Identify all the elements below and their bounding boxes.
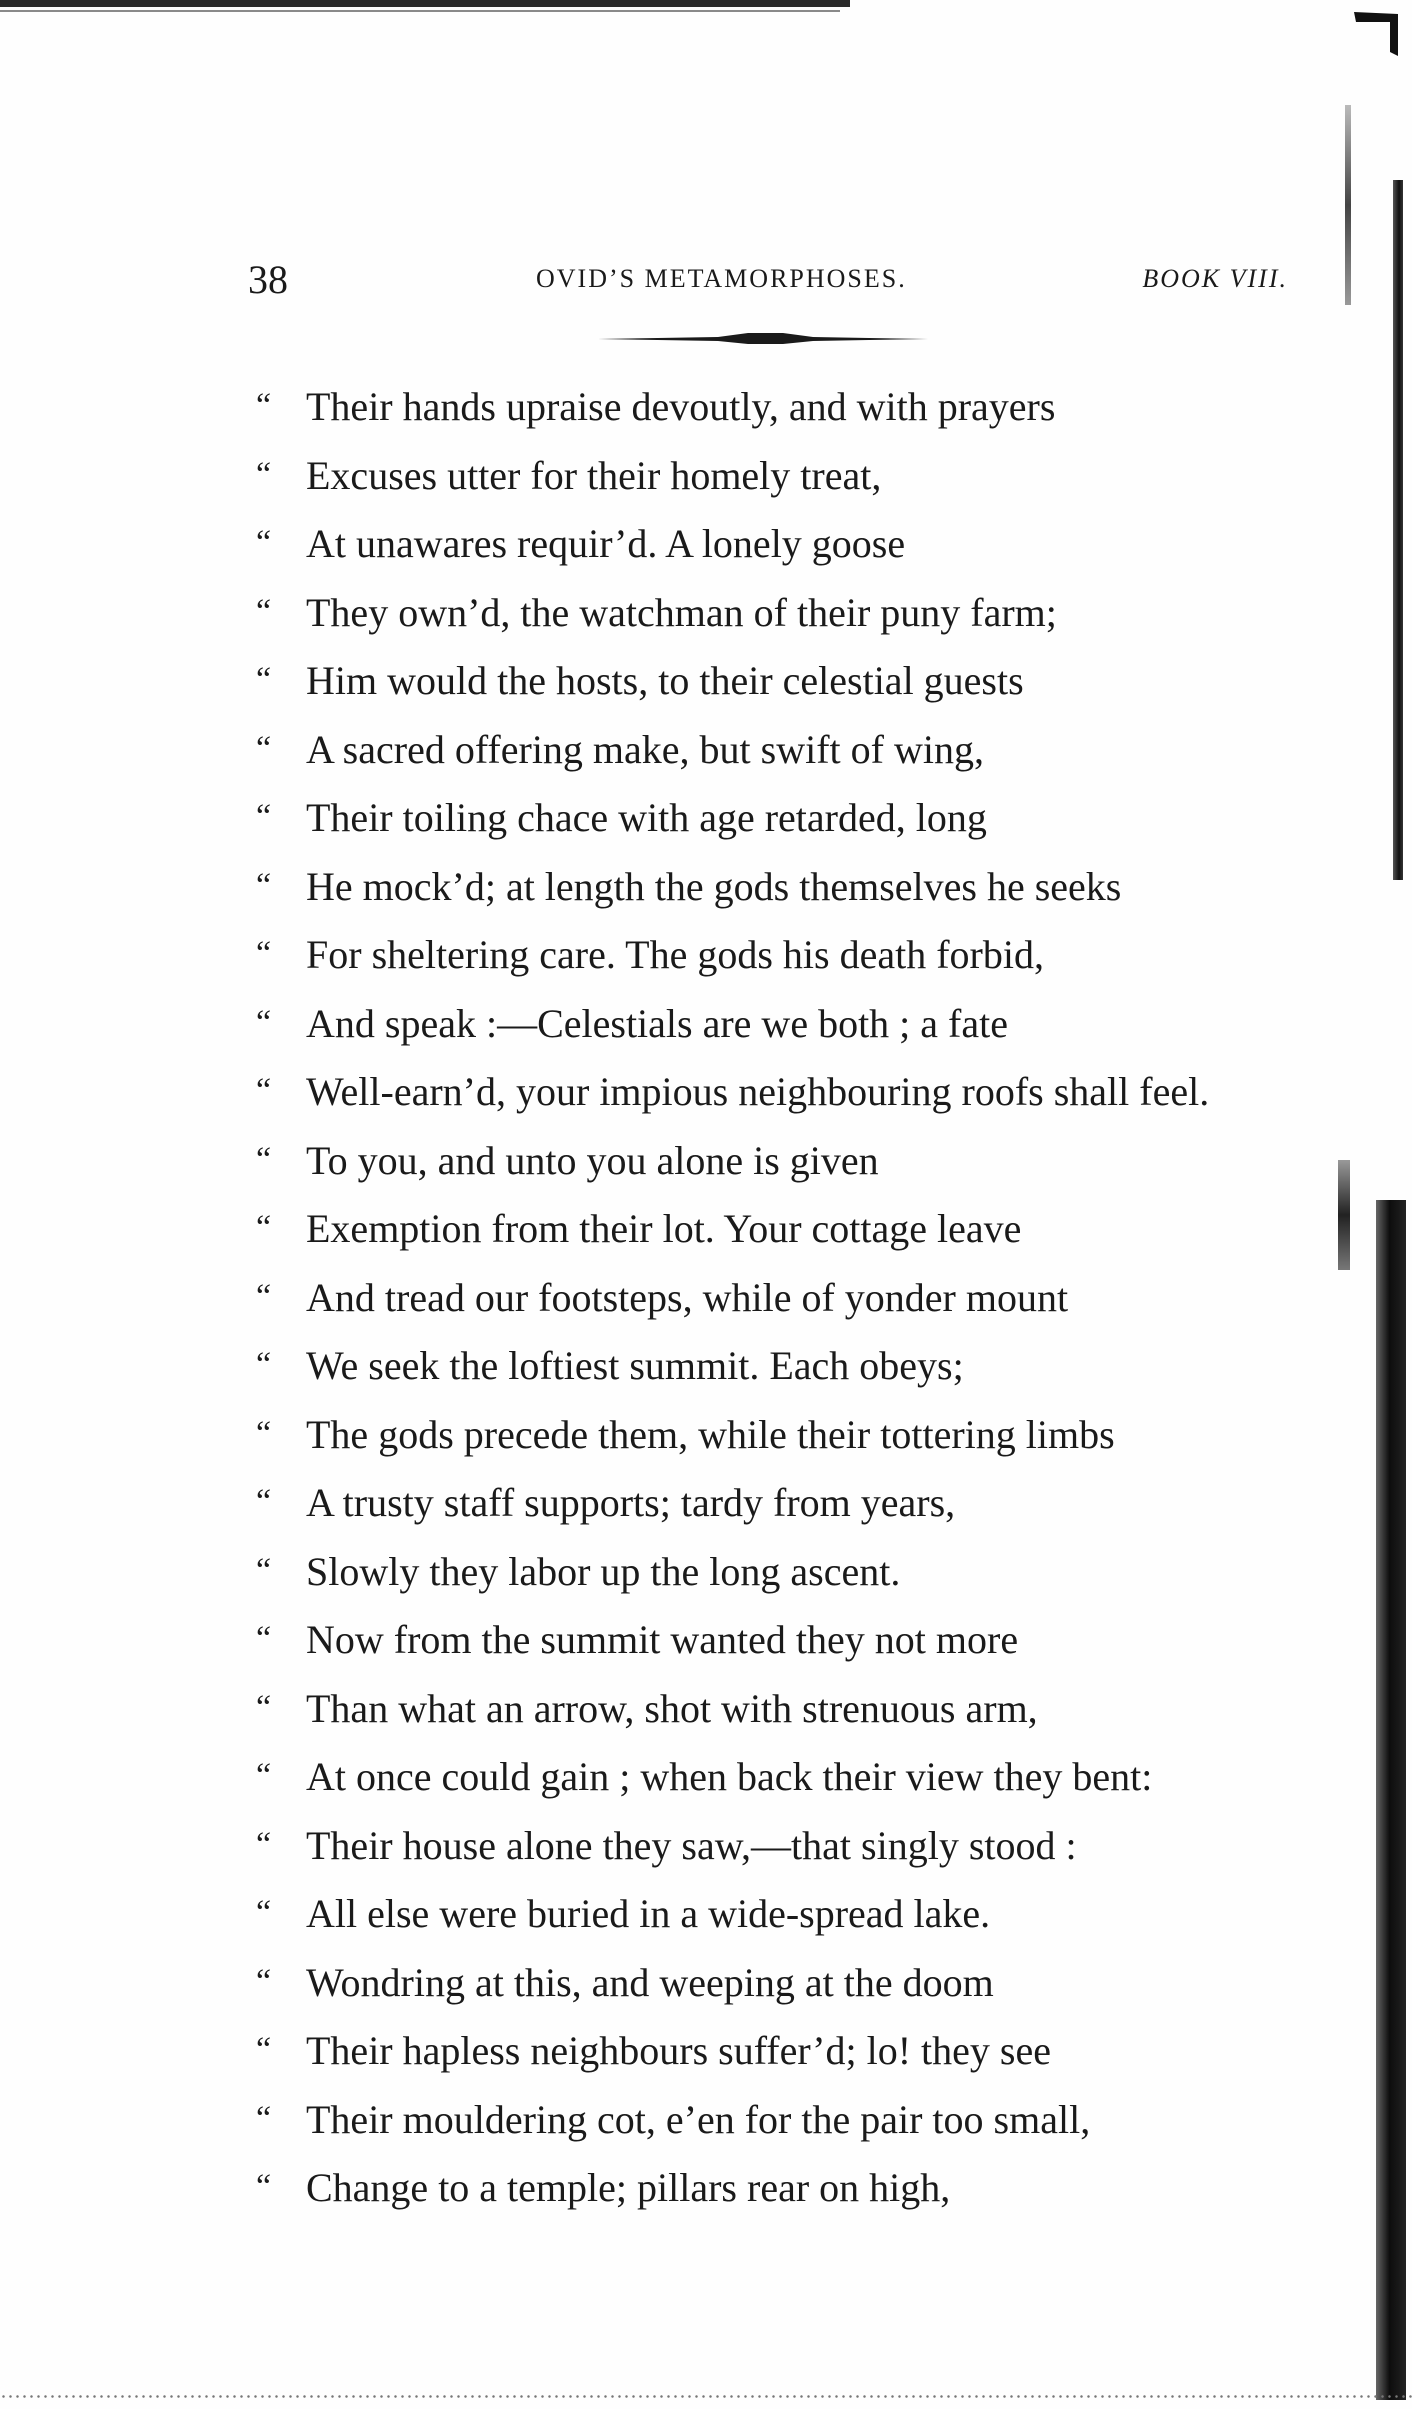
verse-line bbox=[256, 1194, 1316, 1263]
verse-line-text: Well-earn’d, your impious neighbouring roofs shall feel. bbox=[306, 1069, 1210, 1114]
opening-quote-mark: “ bbox=[256, 1483, 272, 1520]
verse-line bbox=[256, 578, 1316, 647]
opening-quote-mark: “ bbox=[256, 1688, 272, 1726]
verse-line bbox=[256, 372, 1316, 441]
top-edge-rule bbox=[0, 0, 850, 7]
bottom-page-edge bbox=[0, 2394, 1412, 2400]
verse-line bbox=[256, 1879, 1316, 1948]
opening-quote-mark: “ bbox=[256, 1277, 272, 1315]
opening-quote-mark: “ bbox=[256, 2031, 272, 2068]
header-ornament-rule bbox=[598, 330, 928, 348]
opening-quote-mark: “ bbox=[256, 455, 272, 493]
verse-line-text: Him would the hosts, to their celestial guests bbox=[306, 658, 1024, 703]
verse-block bbox=[256, 372, 1316, 2222]
verse-line bbox=[256, 441, 1316, 510]
binding-shadow-upper-speck bbox=[1345, 105, 1351, 305]
verse-line bbox=[256, 1468, 1316, 1537]
verse-line bbox=[256, 989, 1316, 1058]
verse-line-text: Now from the summit wanted they not more bbox=[306, 1617, 1019, 1662]
verse-line-text: Excuses utter for their homely treat, bbox=[306, 452, 882, 498]
verse-line bbox=[256, 1331, 1316, 1400]
binding-shadow-lower-speck bbox=[1338, 1160, 1350, 1270]
verse-line bbox=[256, 1537, 1316, 1606]
verse-line bbox=[256, 1948, 1316, 2017]
opening-quote-mark: “ bbox=[256, 1346, 272, 1383]
opening-quote-mark: “ bbox=[256, 2099, 272, 2137]
opening-quote-mark: “ bbox=[256, 592, 272, 630]
verse-line-text: A trusty staff supports; tardy from years, bbox=[306, 1480, 956, 1525]
binding-shadow-upper bbox=[1393, 180, 1403, 880]
verse-line bbox=[256, 1674, 1316, 1743]
verse-line-text: To you, and unto you alone is given bbox=[306, 1137, 879, 1183]
opening-quote-mark: “ bbox=[256, 935, 272, 972]
verse-line-text: Change to a temple; pillars rear on high, bbox=[306, 2165, 951, 2210]
opening-quote-mark: “ bbox=[256, 1962, 272, 2000]
verse-line-text: Than what an arrow, shot with strenuous arm, bbox=[306, 1685, 1038, 1731]
opening-quote-mark: “ bbox=[256, 524, 272, 561]
verse-line bbox=[256, 715, 1316, 784]
page-number: 38 bbox=[248, 257, 288, 302]
book-label: BOOK VIII. bbox=[1142, 264, 1288, 293]
verse-line-text: At unawares requir’d. A lonely goose bbox=[306, 521, 906, 566]
verse-line bbox=[256, 646, 1316, 715]
verse-line bbox=[256, 1057, 1316, 1126]
verse-line-text: Their house alone they saw,—that singly stood : bbox=[306, 1822, 1077, 1868]
verse-line bbox=[256, 783, 1316, 852]
verse-line bbox=[256, 509, 1316, 578]
opening-quote-mark: “ bbox=[256, 1140, 272, 1178]
opening-quote-mark: “ bbox=[256, 729, 272, 767]
verse-line-text: And tread our footsteps, while of yonder mount bbox=[306, 1274, 1069, 1320]
opening-quote-mark: “ bbox=[256, 661, 272, 698]
opening-quote-mark: “ bbox=[256, 1894, 272, 1931]
verse-line bbox=[256, 920, 1316, 989]
verse-line-text: And speak :—Celestials are we both ; a fate bbox=[306, 1000, 1008, 1046]
opening-quote-mark: “ bbox=[256, 2168, 272, 2205]
opening-quote-mark: “ bbox=[256, 387, 272, 424]
corner-bracket-mark bbox=[1352, 8, 1402, 58]
verse-line-text: All else were buried in a wide-spread lake. bbox=[306, 1891, 991, 1936]
verse-line-text: They own’d, the watchman of their puny farm; bbox=[306, 589, 1057, 635]
verse-line bbox=[256, 1400, 1316, 1469]
verse-line bbox=[256, 2085, 1316, 2154]
opening-quote-mark: “ bbox=[256, 1003, 272, 1041]
verse-line-text: The gods precede them, while their tottering limbs bbox=[306, 1411, 1115, 1457]
opening-quote-mark: “ bbox=[256, 1825, 272, 1863]
verse-line-text: Their mouldering cot, e’en for the pair too small, bbox=[306, 2096, 1091, 2142]
verse-line bbox=[256, 1742, 1316, 1811]
verse-line bbox=[256, 2153, 1316, 2222]
opening-quote-mark: “ bbox=[256, 1620, 272, 1657]
opening-quote-mark: “ bbox=[256, 866, 272, 904]
verse-line-text: Their hapless neighbours suffer’d; lo! they see bbox=[306, 2028, 1051, 2073]
verse-line-text: Their hands upraise devoutly, and with prayers bbox=[306, 384, 1056, 429]
opening-quote-mark: “ bbox=[256, 1209, 272, 1246]
verse-line-text: At once could gain ; when back their view they bent: bbox=[306, 1754, 1153, 1799]
opening-quote-mark: “ bbox=[256, 1757, 272, 1794]
verse-line bbox=[256, 1126, 1316, 1195]
verse-line-text: Exemption from their lot. Your cottage leave bbox=[306, 1206, 1022, 1251]
verse-line bbox=[256, 1263, 1316, 1332]
verse-line-text: For sheltering care. The gods his death forbid, bbox=[306, 932, 1044, 977]
verse-line bbox=[256, 2016, 1316, 2085]
opening-quote-mark: “ bbox=[256, 1551, 272, 1589]
verse-line-text: Wondring at this, and weeping at the doom bbox=[306, 1959, 994, 2005]
binding-shadow-lower bbox=[1376, 1200, 1406, 2400]
verse-line-text: He mock’d; at length the gods themselves he seeks bbox=[306, 863, 1122, 909]
opening-quote-mark: “ bbox=[256, 1072, 272, 1109]
verse-line bbox=[256, 1811, 1316, 1880]
verse-line-text: Their toiling chace with age retarded, long bbox=[306, 795, 987, 840]
running-title: OVID’S METAMORPHOSES. bbox=[536, 264, 907, 293]
verse-line bbox=[256, 1605, 1316, 1674]
verse-line bbox=[256, 852, 1316, 921]
opening-quote-mark: “ bbox=[256, 798, 272, 835]
verse-line-text: A sacred offering make, but swift of wing, bbox=[306, 726, 984, 772]
verse-line-text: Slowly they labor up the long ascent. bbox=[306, 1548, 901, 1594]
running-head bbox=[248, 256, 1288, 306]
top-edge-rule-thin bbox=[0, 10, 840, 12]
verse-line-text: We seek the loftiest summit. Each obeys; bbox=[306, 1343, 964, 1388]
opening-quote-mark: “ bbox=[256, 1414, 272, 1452]
